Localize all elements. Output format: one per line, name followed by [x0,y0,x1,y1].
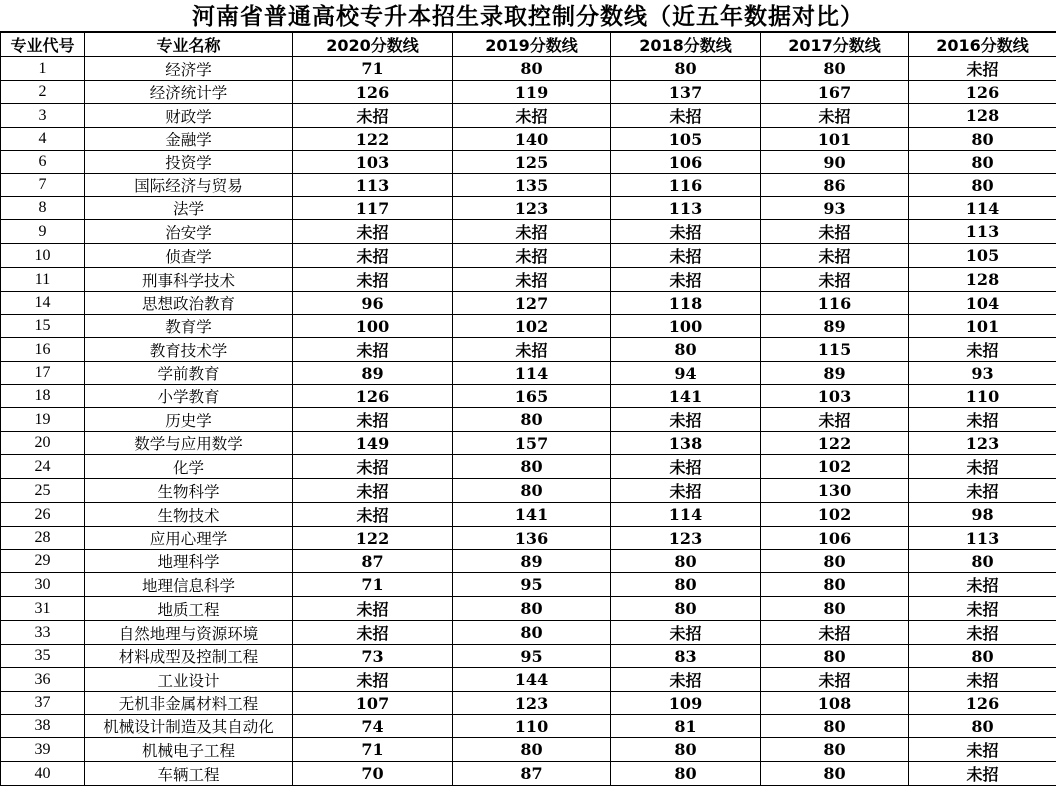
score-2017-cell[interactable]: 80 [761,715,909,738]
score-2020-cell[interactable]: 未招 [293,597,453,621]
score-2016-cell[interactable]: 未招 [909,338,1056,362]
table-row [1,128,1056,151]
score-2017-cell[interactable]: 115 [761,338,909,362]
score-2019-cell[interactable]: 144 [453,668,611,692]
score-2017-cell[interactable]: 122 [761,432,909,455]
score-table [0,32,1056,786]
score-2016-cell[interactable]: 未招 [909,621,1056,645]
score-2016-cell[interactable]: 未招 [909,573,1056,597]
major-code-cell[interactable]: 14 [1,292,85,315]
score-2017-cell[interactable]: 116 [761,292,909,315]
major-name-cell[interactable]: 财政学 [85,104,293,128]
header-major-name[interactable]: 专业名称 [85,33,293,57]
score-2017-cell[interactable]: 未招 [761,244,909,268]
score-2020-cell[interactable]: 73 [293,645,453,668]
table-row [1,597,1056,621]
score-2020-cell[interactable]: 103 [293,151,453,174]
score-2016-cell[interactable]: 未招 [909,57,1056,81]
major-code-cell[interactable]: 9 [1,220,85,244]
header-2019-score[interactable]: 2019分数线 [453,33,611,57]
score-2019-cell[interactable]: 136 [453,527,611,550]
score-2016-cell[interactable]: 未招 [909,668,1056,692]
major-code-cell[interactable]: 10 [1,244,85,268]
score-2018-cell[interactable]: 未招 [611,244,761,268]
major-name-cell[interactable]: 数学与应用数学 [85,432,293,455]
score-2016-cell[interactable]: 80 [909,715,1056,738]
major-name-cell[interactable]: 生物科学 [85,479,293,503]
score-2017-cell[interactable]: 167 [761,81,909,104]
major-name-cell[interactable]: 学前教育 [85,362,293,385]
header-2016-score[interactable]: 2016分数线 [909,33,1056,57]
score-2020-cell[interactable]: 89 [293,362,453,385]
table-row [1,244,1056,268]
major-name-cell[interactable]: 国际经济与贸易 [85,174,293,197]
score-2016-cell[interactable]: 114 [909,197,1056,220]
score-2016-cell[interactable]: 未招 [909,762,1056,786]
score-2017-cell[interactable]: 80 [761,762,909,786]
major-code-cell[interactable]: 11 [1,268,85,292]
score-2017-cell[interactable]: 未招 [761,268,909,292]
table-row [1,151,1056,174]
score-2019-cell[interactable]: 123 [453,692,611,715]
table-row [1,268,1056,292]
score-2017-cell[interactable]: 80 [761,573,909,597]
score-2019-cell[interactable]: 80 [453,621,611,645]
score-2019-cell[interactable]: 140 [453,128,611,151]
major-code-cell[interactable]: 4 [1,128,85,151]
score-2018-cell[interactable]: 80 [611,573,761,597]
major-code-cell[interactable]: 40 [1,762,85,786]
major-name-cell[interactable]: 自然地理与资源环境 [85,621,293,645]
score-2017-cell[interactable]: 86 [761,174,909,197]
major-name-cell[interactable]: 金融学 [85,128,293,151]
major-code-cell[interactable]: 1 [1,57,85,81]
table-row [1,104,1056,128]
score-2020-cell[interactable]: 149 [293,432,453,455]
score-2020-cell[interactable]: 126 [293,385,453,408]
score-2016-cell[interactable]: 93 [909,362,1056,385]
table-row [1,715,1056,738]
score-2017-cell[interactable]: 130 [761,479,909,503]
document-title: 河南省普通高校专升本招生录取控制分数线（近五年数据对比） [0,0,1056,32]
score-2019-cell[interactable]: 未招 [453,338,611,362]
header-2017-score[interactable]: 2017分数线 [761,33,909,57]
score-2016-cell[interactable]: 101 [909,315,1056,338]
major-name-cell[interactable]: 投资学 [85,151,293,174]
score-2017-cell[interactable]: 108 [761,692,909,715]
major-code-cell[interactable]: 26 [1,503,85,527]
score-2016-cell[interactable]: 110 [909,385,1056,408]
score-2019-cell[interactable]: 102 [453,315,611,338]
major-name-cell[interactable]: 材料成型及控制工程 [85,645,293,668]
score-2016-cell[interactable]: 未招 [909,455,1056,479]
score-2018-cell[interactable]: 113 [611,197,761,220]
table-row [1,550,1056,573]
score-2020-cell[interactable]: 未招 [293,104,453,128]
score-2019-cell[interactable]: 125 [453,151,611,174]
score-2019-cell[interactable]: 未招 [453,244,611,268]
major-name-cell[interactable]: 刑事科学技术 [85,268,293,292]
score-2019-cell[interactable]: 未招 [453,104,611,128]
major-name-cell[interactable]: 教育技术学 [85,338,293,362]
score-2020-cell[interactable]: 未招 [293,503,453,527]
score-2019-cell[interactable]: 123 [453,197,611,220]
major-code-cell[interactable]: 3 [1,104,85,128]
score-2016-cell[interactable]: 98 [909,503,1056,527]
score-2019-cell[interactable]: 80 [453,597,611,621]
score-2017-cell[interactable]: 103 [761,385,909,408]
score-2017-cell[interactable]: 未招 [761,104,909,128]
score-2020-cell[interactable]: 126 [293,81,453,104]
score-2018-cell[interactable]: 未招 [611,268,761,292]
score-2019-cell[interactable]: 未招 [453,268,611,292]
score-2016-cell[interactable]: 未招 [909,479,1056,503]
major-code-cell[interactable]: 15 [1,315,85,338]
score-2019-cell[interactable]: 114 [453,362,611,385]
score-2017-cell[interactable]: 106 [761,527,909,550]
score-2018-cell[interactable]: 138 [611,432,761,455]
score-2020-cell[interactable]: 122 [293,128,453,151]
score-2017-cell[interactable]: 102 [761,455,909,479]
score-2018-cell[interactable]: 80 [611,550,761,573]
score-2019-cell[interactable]: 87 [453,762,611,786]
score-2019-cell[interactable]: 135 [453,174,611,197]
score-2019-cell[interactable]: 80 [453,408,611,432]
header-code[interactable]: 专业代号 [1,33,85,57]
score-2020-cell[interactable]: 117 [293,197,453,220]
major-code-cell[interactable]: 20 [1,432,85,455]
score-2018-cell[interactable]: 80 [611,57,761,81]
major-name-cell[interactable]: 侦查学 [85,244,293,268]
major-name-cell[interactable]: 机械设计制造及其自动化 [85,715,293,738]
score-2016-cell[interactable]: 80 [909,174,1056,197]
score-2018-cell[interactable]: 123 [611,527,761,550]
table-row [1,197,1056,220]
major-name-cell[interactable]: 教育学 [85,315,293,338]
score-2020-cell[interactable]: 71 [293,738,453,762]
major-code-cell[interactable]: 2 [1,81,85,104]
major-code-cell[interactable]: 30 [1,573,85,597]
score-2019-cell[interactable]: 80 [453,455,611,479]
major-name-cell[interactable]: 经济统计学 [85,81,293,104]
score-2019-cell[interactable]: 80 [453,57,611,81]
major-name-cell[interactable]: 车辆工程 [85,762,293,786]
score-2020-cell[interactable]: 87 [293,550,453,573]
score-2020-cell[interactable]: 122 [293,527,453,550]
table-row [1,527,1056,550]
score-2017-cell[interactable]: 89 [761,362,909,385]
score-2017-cell[interactable]: 80 [761,738,909,762]
score-2020-cell[interactable]: 未招 [293,268,453,292]
major-name-cell[interactable]: 小学教育 [85,385,293,408]
table-row [1,479,1056,503]
table-row [1,174,1056,197]
table-row [1,621,1056,645]
score-2019-cell[interactable]: 95 [453,645,611,668]
major-code-cell[interactable]: 37 [1,692,85,715]
major-name-cell[interactable]: 历史学 [85,408,293,432]
major-name-cell[interactable]: 机械电子工程 [85,738,293,762]
score-2018-cell[interactable]: 109 [611,692,761,715]
table-row [1,385,1056,408]
score-2020-cell[interactable]: 未招 [293,621,453,645]
score-2018-cell[interactable]: 83 [611,645,761,668]
major-code-cell[interactable]: 28 [1,527,85,550]
table-row [1,573,1056,597]
score-2019-cell[interactable]: 80 [453,738,611,762]
score-2019-cell[interactable]: 95 [453,573,611,597]
major-name-cell[interactable]: 治安学 [85,220,293,244]
major-name-cell[interactable]: 工业设计 [85,668,293,692]
score-2017-cell[interactable]: 未招 [761,220,909,244]
score-2018-cell[interactable]: 105 [611,128,761,151]
score-2016-cell[interactable]: 113 [909,527,1056,550]
header-2018-score[interactable]: 2018分数线 [611,33,761,57]
score-2020-cell[interactable]: 74 [293,715,453,738]
major-name-cell[interactable]: 经济学 [85,57,293,81]
score-2018-cell[interactable]: 100 [611,315,761,338]
major-code-cell[interactable]: 17 [1,362,85,385]
table-body [1,57,1056,786]
table-row [1,503,1056,527]
score-2018-cell[interactable]: 未招 [611,621,761,645]
major-code-cell[interactable]: 38 [1,715,85,738]
score-2018-cell[interactable]: 未招 [611,220,761,244]
score-2019-cell[interactable]: 119 [453,81,611,104]
score-2017-cell[interactable]: 80 [761,550,909,573]
major-name-cell[interactable]: 法学 [85,197,293,220]
score-2016-cell[interactable]: 80 [909,151,1056,174]
major-name-cell[interactable]: 地理科学 [85,550,293,573]
score-2018-cell[interactable]: 未招 [611,479,761,503]
major-code-cell[interactable]: 33 [1,621,85,645]
score-2018-cell[interactable]: 未招 [611,104,761,128]
major-name-cell[interactable]: 思想政治教育 [85,292,293,315]
score-2018-cell[interactable]: 114 [611,503,761,527]
major-code-cell[interactable]: 18 [1,385,85,408]
score-2018-cell[interactable]: 80 [611,597,761,621]
table-row [1,338,1056,362]
table-row [1,292,1056,315]
major-code-cell[interactable]: 31 [1,597,85,621]
major-code-cell[interactable]: 36 [1,668,85,692]
score-2020-cell[interactable]: 未招 [293,455,453,479]
score-2018-cell[interactable]: 80 [611,338,761,362]
major-code-cell[interactable]: 7 [1,174,85,197]
score-2019-cell[interactable]: 未招 [453,220,611,244]
score-2016-cell[interactable]: 未招 [909,597,1056,621]
table-row [1,668,1056,692]
score-2018-cell[interactable]: 94 [611,362,761,385]
score-2016-cell[interactable]: 126 [909,692,1056,715]
major-name-cell[interactable]: 地理信息科学 [85,573,293,597]
score-2017-cell[interactable]: 80 [761,645,909,668]
score-2018-cell[interactable]: 未招 [611,668,761,692]
score-2017-cell[interactable]: 未招 [761,408,909,432]
score-2020-cell[interactable]: 未招 [293,668,453,692]
score-2020-cell[interactable]: 71 [293,57,453,81]
score-2018-cell[interactable]: 未招 [611,455,761,479]
score-2016-cell[interactable]: 123 [909,432,1056,455]
score-2018-cell[interactable]: 137 [611,81,761,104]
header-2020-score[interactable]: 2020分数线 [293,33,453,57]
major-code-cell[interactable]: 39 [1,738,85,762]
score-2020-cell[interactable]: 70 [293,762,453,786]
major-name-cell[interactable]: 应用心理学 [85,527,293,550]
major-code-cell[interactable]: 29 [1,550,85,573]
table-row [1,738,1056,762]
score-2016-cell[interactable]: 未招 [909,408,1056,432]
score-2017-cell[interactable]: 90 [761,151,909,174]
major-code-cell[interactable]: 8 [1,197,85,220]
score-2020-cell[interactable]: 未招 [293,220,453,244]
score-2020-cell[interactable]: 100 [293,315,453,338]
table-row [1,220,1056,244]
score-2016-cell[interactable]: 104 [909,292,1056,315]
score-2016-cell[interactable]: 128 [909,104,1056,128]
score-2020-cell[interactable]: 113 [293,174,453,197]
table-row [1,692,1056,715]
score-2016-cell[interactable]: 128 [909,268,1056,292]
score-2016-cell[interactable]: 80 [909,128,1056,151]
score-2017-cell[interactable]: 89 [761,315,909,338]
score-2017-cell[interactable]: 未招 [761,621,909,645]
major-code-cell[interactable]: 6 [1,151,85,174]
major-code-cell[interactable]: 24 [1,455,85,479]
table-row [1,645,1056,668]
score-2017-cell[interactable]: 未招 [761,668,909,692]
table-row [1,362,1056,385]
score-2017-cell[interactable]: 102 [761,503,909,527]
major-code-cell[interactable]: 16 [1,338,85,362]
score-2019-cell[interactable]: 127 [453,292,611,315]
score-2019-cell[interactable]: 157 [453,432,611,455]
score-2018-cell[interactable]: 未招 [611,408,761,432]
major-code-cell[interactable]: 35 [1,645,85,668]
score-2020-cell[interactable]: 107 [293,692,453,715]
score-2019-cell[interactable]: 89 [453,550,611,573]
score-2016-cell[interactable]: 80 [909,645,1056,668]
score-2020-cell[interactable]: 未招 [293,408,453,432]
score-2016-cell[interactable]: 126 [909,81,1056,104]
score-2016-cell[interactable]: 113 [909,220,1056,244]
score-2018-cell[interactable]: 141 [611,385,761,408]
major-name-cell[interactable]: 地质工程 [85,597,293,621]
score-2016-cell[interactable]: 未招 [909,738,1056,762]
score-2019-cell[interactable]: 110 [453,715,611,738]
score-2018-cell[interactable]: 81 [611,715,761,738]
score-2020-cell[interactable]: 未招 [293,479,453,503]
score-2019-cell[interactable]: 80 [453,479,611,503]
score-2017-cell[interactable]: 80 [761,597,909,621]
score-2016-cell[interactable]: 105 [909,244,1056,268]
table-row [1,432,1056,455]
table-row [1,315,1056,338]
major-name-cell[interactable]: 无机非金属材料工程 [85,692,293,715]
score-2019-cell[interactable]: 141 [453,503,611,527]
score-2017-cell[interactable]: 101 [761,128,909,151]
major-code-cell[interactable]: 25 [1,479,85,503]
major-code-cell[interactable]: 19 [1,408,85,432]
score-2020-cell[interactable]: 71 [293,573,453,597]
score-2018-cell[interactable]: 116 [611,174,761,197]
score-2018-cell[interactable]: 118 [611,292,761,315]
score-2020-cell[interactable]: 未招 [293,244,453,268]
score-2020-cell[interactable]: 96 [293,292,453,315]
header-row [1,33,1056,57]
score-2016-cell[interactable]: 80 [909,550,1056,573]
score-2017-cell[interactable]: 80 [761,57,909,81]
score-2020-cell[interactable]: 未招 [293,338,453,362]
table-row [1,57,1056,81]
score-2017-cell[interactable]: 93 [761,197,909,220]
score-2018-cell[interactable]: 106 [611,151,761,174]
major-name-cell[interactable]: 生物技术 [85,503,293,527]
score-2019-cell[interactable]: 165 [453,385,611,408]
score-2018-cell[interactable]: 80 [611,738,761,762]
major-name-cell[interactable]: 化学 [85,455,293,479]
table-row [1,81,1056,104]
score-2018-cell[interactable]: 80 [611,762,761,786]
table-row [1,408,1056,432]
table-row [1,762,1056,786]
table-row [1,455,1056,479]
